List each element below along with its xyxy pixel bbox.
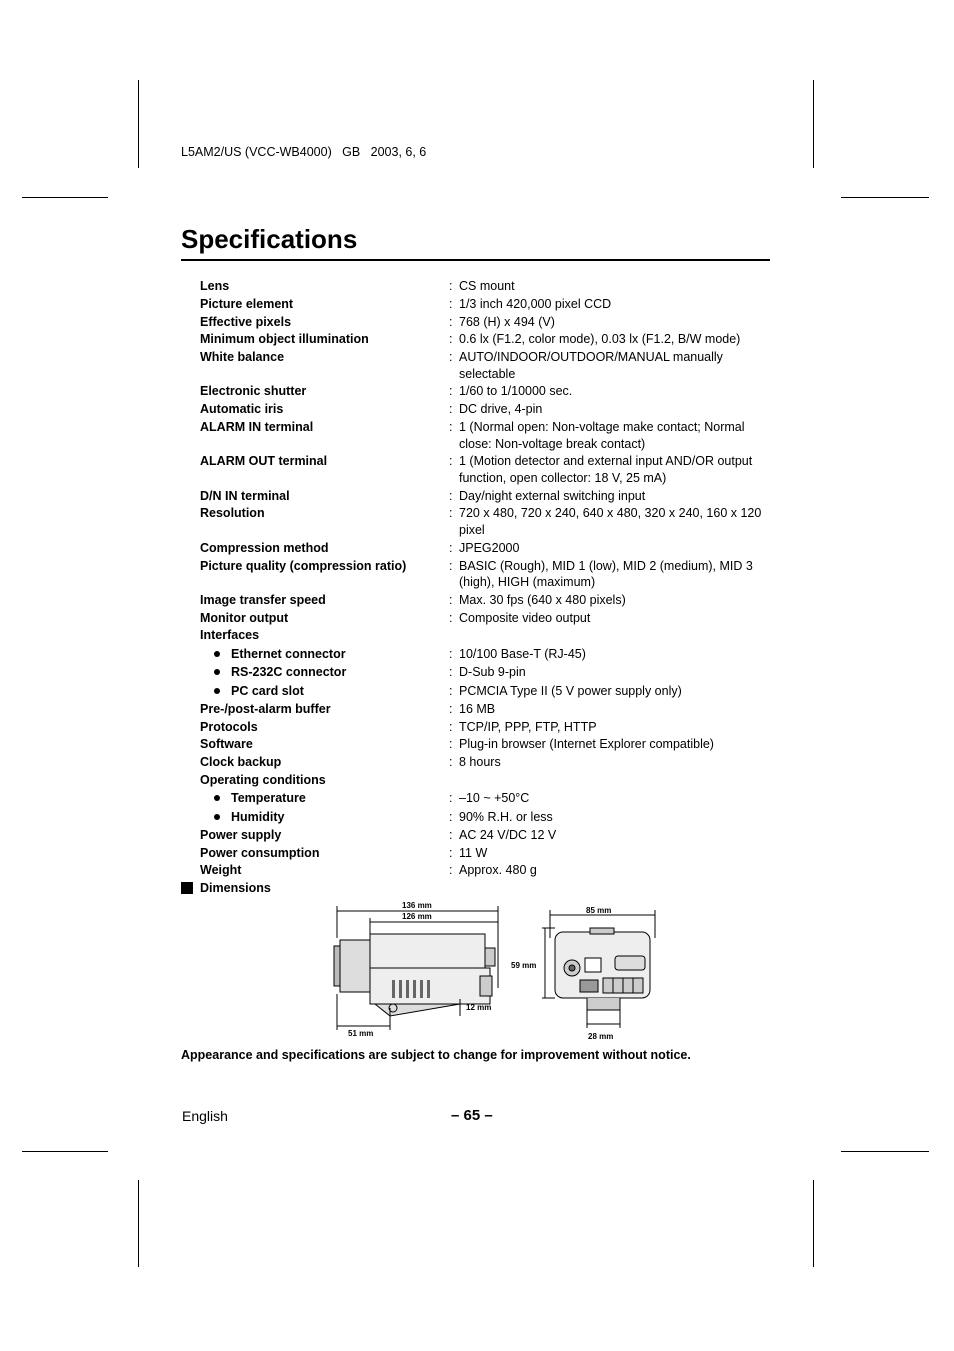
spec-row xyxy=(200,331,780,348)
spec-label-text: Humidity xyxy=(231,809,285,824)
spec-label-text: Automatic iris xyxy=(200,402,284,417)
spec-row xyxy=(200,646,780,663)
spec-label xyxy=(200,314,449,331)
spec-label xyxy=(200,772,449,789)
spec-value xyxy=(459,627,769,644)
crop-mark xyxy=(138,80,139,168)
spec-label xyxy=(200,488,449,505)
dim-136-label: 136 mm xyxy=(402,901,432,910)
spec-row xyxy=(200,809,780,826)
spec-colon: : xyxy=(449,610,453,625)
spec-colon: : xyxy=(449,506,453,521)
bullet-icon xyxy=(214,669,220,675)
spec-label-text: Picture quality (compression ratio) xyxy=(200,558,407,573)
page-number: – 65 – xyxy=(451,1107,493,1124)
spec-row xyxy=(200,419,780,452)
spec-value: JPEG2000 xyxy=(459,540,520,555)
spec-row xyxy=(200,314,780,331)
spec-row xyxy=(200,845,780,862)
spec-label-text: Power supply xyxy=(200,827,282,842)
spec-label-text: Protocols xyxy=(200,719,258,734)
spec-colon: : xyxy=(449,719,453,734)
spec-row xyxy=(200,592,780,609)
bullet-icon xyxy=(214,814,220,820)
spec-value: Max. 30 fps (640 x 480 pixels) xyxy=(459,592,626,607)
spec-label-text: Effective pixels xyxy=(200,314,292,329)
spec-row xyxy=(200,862,780,879)
spec-label-text: Monitor output xyxy=(200,610,289,625)
spec-colon: : xyxy=(449,332,453,347)
spec-row xyxy=(200,540,780,557)
spec-colon: : xyxy=(449,296,453,311)
spec-value: Plug-in browser (Internet Explorer compatible) xyxy=(459,737,714,752)
spec-label xyxy=(200,419,449,452)
spec-label-text: Minimum object illumination xyxy=(200,332,369,347)
spec-label xyxy=(200,809,449,826)
spec-colon: : xyxy=(449,402,453,417)
crop-mark xyxy=(138,1180,139,1267)
spec-value: 1/3 inch 420,000 pixel CCD xyxy=(459,296,612,311)
spec-value: 10/100 Base-T (RJ-45) xyxy=(459,646,586,661)
spec-row xyxy=(200,453,780,486)
spec-row xyxy=(200,296,780,313)
spec-row xyxy=(200,488,780,505)
dimension-drawing xyxy=(330,898,660,1043)
spec-label-text: Pre-/post-alarm buffer xyxy=(200,701,331,716)
spec-row xyxy=(200,558,780,591)
bullet-icon xyxy=(214,795,220,801)
spec-label xyxy=(200,558,449,591)
spec-row xyxy=(200,827,780,844)
spec-row xyxy=(200,278,780,295)
crop-mark xyxy=(22,1151,108,1152)
spec-label-text: ALARM OUT terminal xyxy=(200,454,328,469)
spec-label xyxy=(200,592,449,609)
spec-label-text: Ethernet connector xyxy=(231,646,346,661)
spec-label-text: Interfaces xyxy=(200,628,260,643)
dimensions-heading xyxy=(181,881,271,895)
spec-colon: : xyxy=(449,755,453,770)
spec-value: 720 x 480, 720 x 240, 640 x 480, 320 x 240, 160 x 120 pixel xyxy=(459,506,762,537)
spec-label xyxy=(200,862,449,879)
spec-label xyxy=(200,719,449,736)
spec-label-text: Weight xyxy=(200,863,242,878)
spec-colon: : xyxy=(449,845,453,860)
spec-colon: : xyxy=(449,350,453,365)
spec-colon xyxy=(449,772,459,789)
spec-label xyxy=(200,664,449,681)
spec-label xyxy=(200,736,449,753)
spec-colon: : xyxy=(449,646,453,661)
dimensions-heading-label: Dimensions xyxy=(200,881,271,895)
spec-label-text: ALARM IN terminal xyxy=(200,420,314,435)
spec-row xyxy=(200,401,780,418)
spec-colon: : xyxy=(449,737,453,752)
spec-colon: : xyxy=(449,665,453,680)
spec-colon: : xyxy=(449,701,453,716)
spec-value: 8 hours xyxy=(459,755,501,770)
spec-label-text: PC card slot xyxy=(231,683,304,698)
spec-label xyxy=(200,627,449,644)
spec-value: 1/60 to 1/10000 sec. xyxy=(459,384,573,399)
spec-row xyxy=(200,701,780,718)
spec-colon: : xyxy=(449,488,453,503)
spec-label xyxy=(200,790,449,807)
spec-row xyxy=(200,772,780,789)
bullet-icon xyxy=(214,651,220,657)
spec-colon: : xyxy=(449,863,453,878)
title-rule xyxy=(181,259,770,261)
spec-label-text: Compression method xyxy=(200,540,329,555)
spec-colon: : xyxy=(449,384,453,399)
spec-label-text: Power consumption xyxy=(200,845,320,860)
spec-label xyxy=(200,505,449,538)
spec-value: 90% R.H. or less xyxy=(459,809,553,824)
spec-label-text: White balance xyxy=(200,350,285,365)
spec-value: PCMCIA Type II (5 V power supply only) xyxy=(459,683,682,698)
spec-value: AUTO/INDOOR/OUTDOOR/MANUAL manually selectable xyxy=(459,350,723,381)
spec-row xyxy=(200,349,780,382)
spec-label-text: Lens xyxy=(200,279,230,293)
spec-row xyxy=(200,683,780,700)
spec-value: 1 (Normal open: Non-voltage make contact; Normal close: Non-voltage break contact) xyxy=(459,420,745,451)
spec-colon: : xyxy=(449,827,453,842)
spec-value: Composite video output xyxy=(459,610,591,625)
spec-label xyxy=(200,331,449,348)
spec-value: Approx. 480 g xyxy=(459,863,537,878)
spec-label xyxy=(200,701,449,718)
spec-label xyxy=(200,296,449,313)
spec-colon: : xyxy=(449,420,453,435)
spec-row xyxy=(200,719,780,736)
spec-label xyxy=(200,349,449,382)
spec-label xyxy=(200,278,449,295)
spec-row xyxy=(200,383,780,400)
crop-mark xyxy=(813,80,814,168)
spec-value: CS mount xyxy=(459,279,515,293)
bullet-icon xyxy=(214,688,220,694)
spec-value: –10 ~ +50°C xyxy=(459,791,530,806)
rear-view xyxy=(542,910,655,1028)
spec-label-text: Picture element xyxy=(200,296,294,311)
spec-row xyxy=(200,505,780,538)
spec-row xyxy=(200,754,780,771)
spec-label xyxy=(200,845,449,862)
spec-label xyxy=(200,646,449,663)
square-bullet-icon xyxy=(181,882,193,894)
spec-colon: : xyxy=(449,454,453,469)
dim-51-label: 51 mm xyxy=(348,1029,374,1038)
spec-colon: : xyxy=(449,791,453,806)
document-code: L5AM2/US (VCC-WB4000) GB 2003, 6, 6 xyxy=(181,145,427,159)
spec-label xyxy=(200,610,449,627)
spec-label-text: D/N IN terminal xyxy=(200,488,290,503)
spec-value: 16 MB xyxy=(459,701,496,716)
spec-label xyxy=(200,683,449,700)
spec-colon: : xyxy=(449,314,453,329)
spec-value: 0.6 lx (F1.2, color mode), 0.03 lx (F1.2, B/W mode) xyxy=(459,332,741,347)
spec-value: Day/night external switching input xyxy=(459,488,646,503)
spec-colon: : xyxy=(449,809,453,824)
dim-59-label: 59 mm xyxy=(511,961,537,970)
dim-12-label: 12 mm xyxy=(466,1003,492,1012)
spec-colon: : xyxy=(449,558,453,573)
notice-text: Appearance and specifications are subject to change for improvement without notice. xyxy=(181,1048,691,1062)
spec-label xyxy=(200,383,449,400)
spec-colon xyxy=(449,627,459,644)
spec-label-text: Operating conditions xyxy=(200,772,326,787)
spec-label-text: RS-232C connector xyxy=(231,665,347,680)
crop-mark xyxy=(813,1180,814,1267)
crop-mark xyxy=(841,197,929,198)
dim-85-label: 85 mm xyxy=(586,906,612,915)
spec-label xyxy=(200,401,449,418)
spec-label xyxy=(200,754,449,771)
page-title: Specifications xyxy=(181,224,358,254)
spec-row xyxy=(200,627,780,644)
spec-colon: : xyxy=(449,592,453,607)
spec-colon: : xyxy=(449,540,453,555)
spec-label-text: Software xyxy=(200,737,253,752)
spec-label xyxy=(200,827,449,844)
spec-row xyxy=(200,790,780,807)
spec-table xyxy=(200,278,780,880)
language-label: English xyxy=(182,1108,228,1124)
spec-value xyxy=(459,772,769,789)
spec-value: 11 W xyxy=(459,845,488,860)
spec-label-text: Electronic shutter xyxy=(200,384,307,399)
spec-label-text: Image transfer speed xyxy=(200,592,326,607)
spec-row xyxy=(200,610,780,627)
spec-label xyxy=(200,540,449,557)
spec-colon: : xyxy=(449,683,453,698)
spec-value: D-Sub 9-pin xyxy=(459,665,526,680)
spec-label-text: Temperature xyxy=(231,791,306,806)
spec-value: BASIC (Rough), MID 1 (low), MID 2 (medium), MID 3 (high), HIGH (maximum) xyxy=(459,558,753,590)
dim-126-label: 126 mm xyxy=(402,912,432,921)
spec-value: AC 24 V/DC 12 V xyxy=(459,827,557,842)
spec-value: 768 (H) x 494 (V) xyxy=(459,314,555,329)
spec-value: DC drive, 4-pin xyxy=(459,402,543,417)
spec-value: 1 (Motion detector and external input AND/OR output function, open collector: 18 V, 25 mA) xyxy=(459,454,753,485)
spec-label-text: Clock backup xyxy=(200,755,282,770)
crop-mark xyxy=(841,1151,929,1152)
spec-row xyxy=(200,736,780,753)
dim-28-label: 28 mm xyxy=(588,1032,614,1041)
spec-colon: : xyxy=(449,279,453,293)
spec-label-text: Resolution xyxy=(200,506,265,521)
spec-row xyxy=(200,664,780,681)
crop-mark xyxy=(22,197,108,198)
spec-label xyxy=(200,453,449,486)
spec-value: TCP/IP, PPP, FTP, HTTP xyxy=(459,719,597,734)
